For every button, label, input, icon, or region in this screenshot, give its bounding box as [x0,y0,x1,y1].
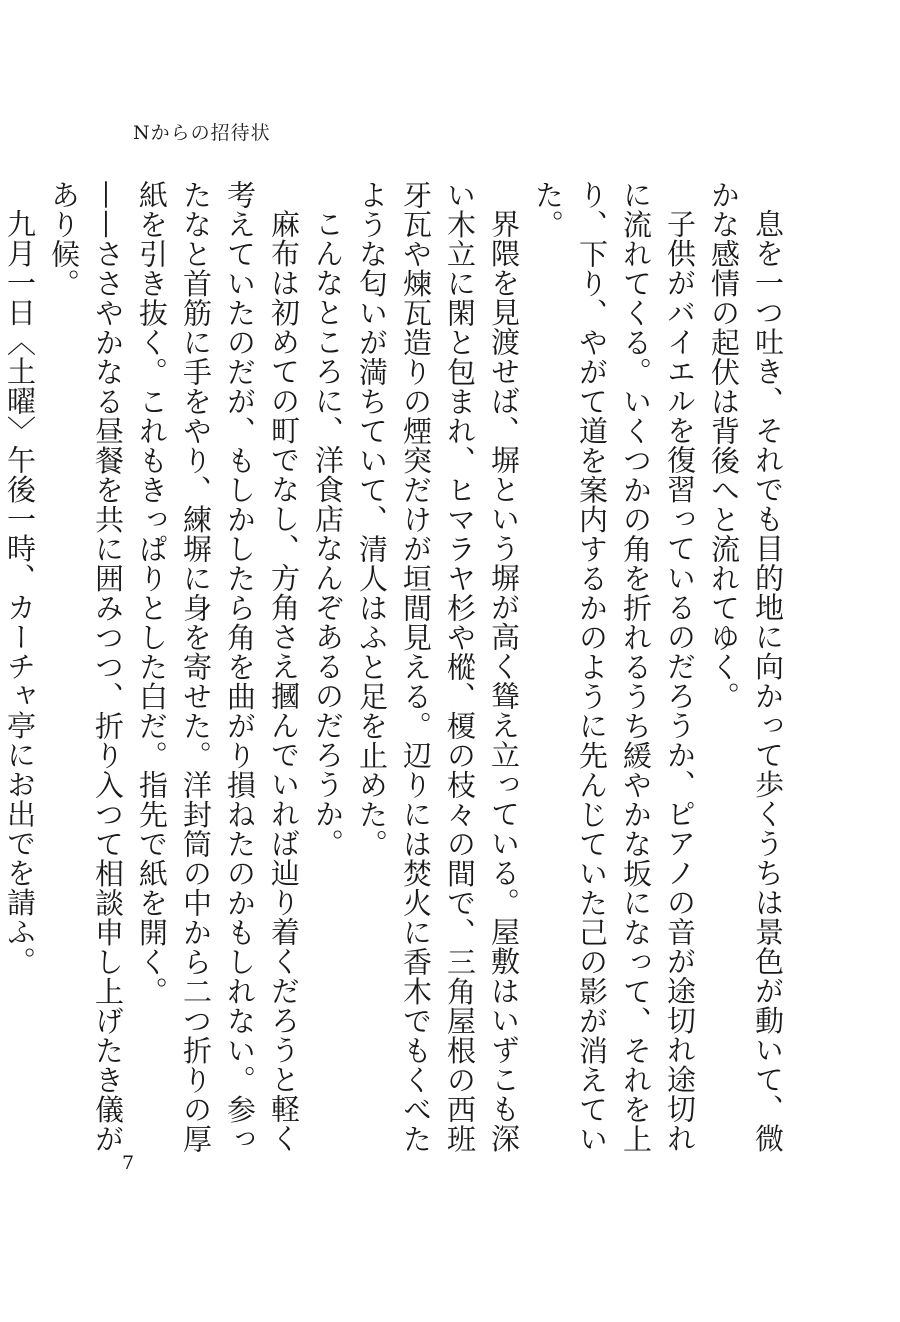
paragraph: 息を一つ吐き、それでも目的地に向かって歩くうちは景色が動いて、微かな感情の起伏は背後へと流れてゆく。 [707,180,785,1153]
body-text [3,180,790,1165]
quoted-line: 九月一日〈土曜〉午後一時、カーチャ亭にお出でを請ふ。 [3,209,37,976]
paragraph: 界隈を見渡せば、塀という塀が高く聳え立っている。屋敷はいずこも深い木立に閑と包まれ、ヒマラヤ杉や樅、榎の枝々の間で、三角屋根の西班牙瓦や煉瓦造りの煙突だけが垣間見える。辺りには焚火に香木でもくべたような匂いが満ちていて、清人はふと足を止めた。 [355,180,521,1154]
paragraph: 子供がバイエルを復習っているのだろうか、ピアノの音が途切れ途切れに流れてくる。いくつかの角を折れるうち緩やかな坂になって、それを上り、下り、やがて道を案内するかのように先んじていた己の影が消えていた。 [531,180,697,1154]
paragraph: こんなところに、洋食店なんぞあるのだろうか。 [311,209,345,858]
quoted-line: ——ささやかなる昼餐を共に囲みつつ、折り入つて相談申し上げたき儀があり候。 [47,180,125,1154]
page-number: 7 [122,1152,135,1174]
running-head-title: Nからの招待状 [133,122,271,144]
paragraph: 麻布は初めての町でなし、方角さえ摑んでいれば辿り着くだろうと軽く考えていたのだが、もしかしたら角を曲がり損ねたのかもしれない。参ったなと首筋に手をやり、練塀に身を寄せた。洋封筒の中から二つ折りの厚紙を引き抜く。これもきっぱりとした白だ。指先で紙を開く。 [135,180,301,1154]
